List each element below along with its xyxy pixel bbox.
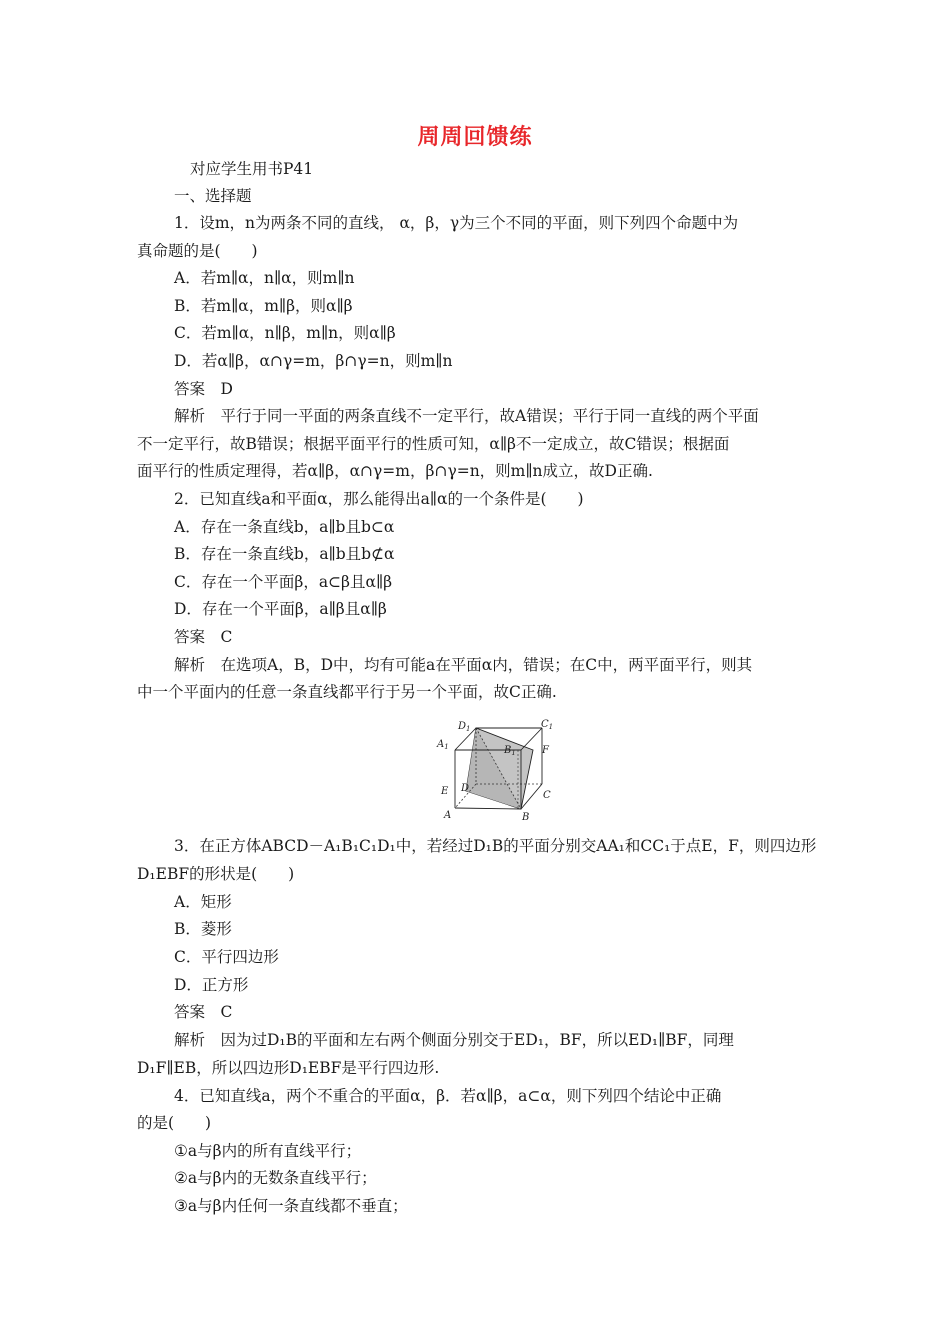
q4-statement-2: ②a与β内的无数条直线平行； — [174, 1169, 377, 1187]
label-b: B — [522, 812, 530, 823]
section-heading: 一、选择题 — [174, 187, 252, 205]
q2-option-d: D．存在一个平面β，a∥β且α∥β — [174, 600, 387, 618]
label-d: D — [461, 783, 470, 794]
q3-stem-line2: D₁EBF的形状是( ) — [137, 865, 295, 883]
q2-stem: 2．已知直线a和平面α，那么能得出a∥α的一个条件是( ) — [174, 490, 584, 508]
q4-statement-3: ③a与β内任何一条直线都不垂直； — [174, 1197, 408, 1215]
page-title: 周周回馈练 — [417, 124, 533, 150]
q4-statement-1: ①a与β内的所有直线平行； — [174, 1142, 362, 1160]
q2-answer: 答案 C — [174, 628, 233, 646]
q4-stem-line2: 的是( ) — [137, 1114, 212, 1132]
q1-stem-line2: 真命题的是( ) — [137, 242, 258, 260]
q1-explanation-line1: 解析 平行于同一平面的两条直线不一定平行，故A错误；平行于同一直线的两个平面 — [174, 407, 759, 425]
q2-option-b: B．存在一条直线b，a∥b且b⊄α — [174, 545, 395, 563]
cube-figure — [432, 716, 560, 824]
q3-option-b: B．菱形 — [174, 920, 232, 938]
q3-option-a: A．矩形 — [174, 893, 232, 911]
label-e: E — [441, 786, 449, 797]
q2-explanation-line1: 解析 在选项A，B，D中，均有可能a在平面α内，错误；在C中，两平面平行，则其 — [174, 656, 753, 674]
q1-stem-line1: 1．设m，n为两条不同的直线， α，β，γ为三个不同的平面，则下列四个命题中为 — [174, 214, 739, 232]
q2-option-a: A．存在一条直线b，a∥b且b⊂α — [174, 518, 395, 536]
q1-option-d: D．若α∥β，α∩γ=m，β∩γ=n，则m∥n — [174, 352, 453, 370]
label-a: A — [444, 810, 452, 821]
q1-option-b: B．若m∥α，m∥β，则α∥β — [174, 297, 353, 315]
label-b1: $B_1$ — [504, 745, 516, 757]
q3-option-c: C．平行四边形 — [174, 948, 279, 966]
q3-stem-line1: 3．在正方体ABCD－A₁B₁C₁D₁中，若经过D₁B的平面分别交AA₁和CC₁于点E，F，则四边形 — [174, 837, 817, 855]
label-a1: $A_1$ — [437, 739, 449, 751]
q3-option-d: D．正方形 — [174, 976, 249, 994]
q2-option-c: C．存在一个平面β，a⊂β且α∥β — [174, 573, 393, 591]
q1-explanation-line3: 面平行的性质定理得，若α∥β，α∩γ=m，β∩γ=n，则m∥n成立，故D正确. — [137, 462, 653, 480]
q1-option-a: A．若m∥α，n∥α，则m∥n — [174, 269, 355, 287]
q4-stem-line1: 4．已知直线a，两个不重合的平面α，β．若α∥β，a⊂α，则下列四个结论中正确 — [174, 1087, 722, 1105]
q3-explanation-line1: 解析 因为过D₁B的平面和左右两个侧面分别交于ED₁，BF，所以ED₁∥BF，同理 — [174, 1031, 734, 1049]
label-c: C — [543, 790, 551, 801]
q1-explanation-line2: 不一定平行，故B错误；根据平面平行的性质可知，α∥β不一定成立，故C错误；根据面 — [137, 435, 730, 453]
q2-explanation-line2: 中一个平面内的任意一条直线都平行于另一个平面，故C正确. — [137, 683, 557, 701]
q3-answer: 答案 C — [174, 1003, 233, 1021]
q3-explanation-line2: D₁F∥EB，所以四边形D₁EBF是平行四边形. — [137, 1059, 440, 1077]
q1-answer: 答案 D — [174, 380, 233, 398]
label-d1: $D_1$ — [458, 721, 471, 733]
label-c1: $C_1$ — [541, 719, 554, 731]
reference-text: 对应学生用书P41 — [190, 160, 314, 178]
label-f: F — [542, 745, 549, 756]
q1-option-c: C．若m∥α，n∥β，m∥n，则α∥β — [174, 324, 396, 342]
